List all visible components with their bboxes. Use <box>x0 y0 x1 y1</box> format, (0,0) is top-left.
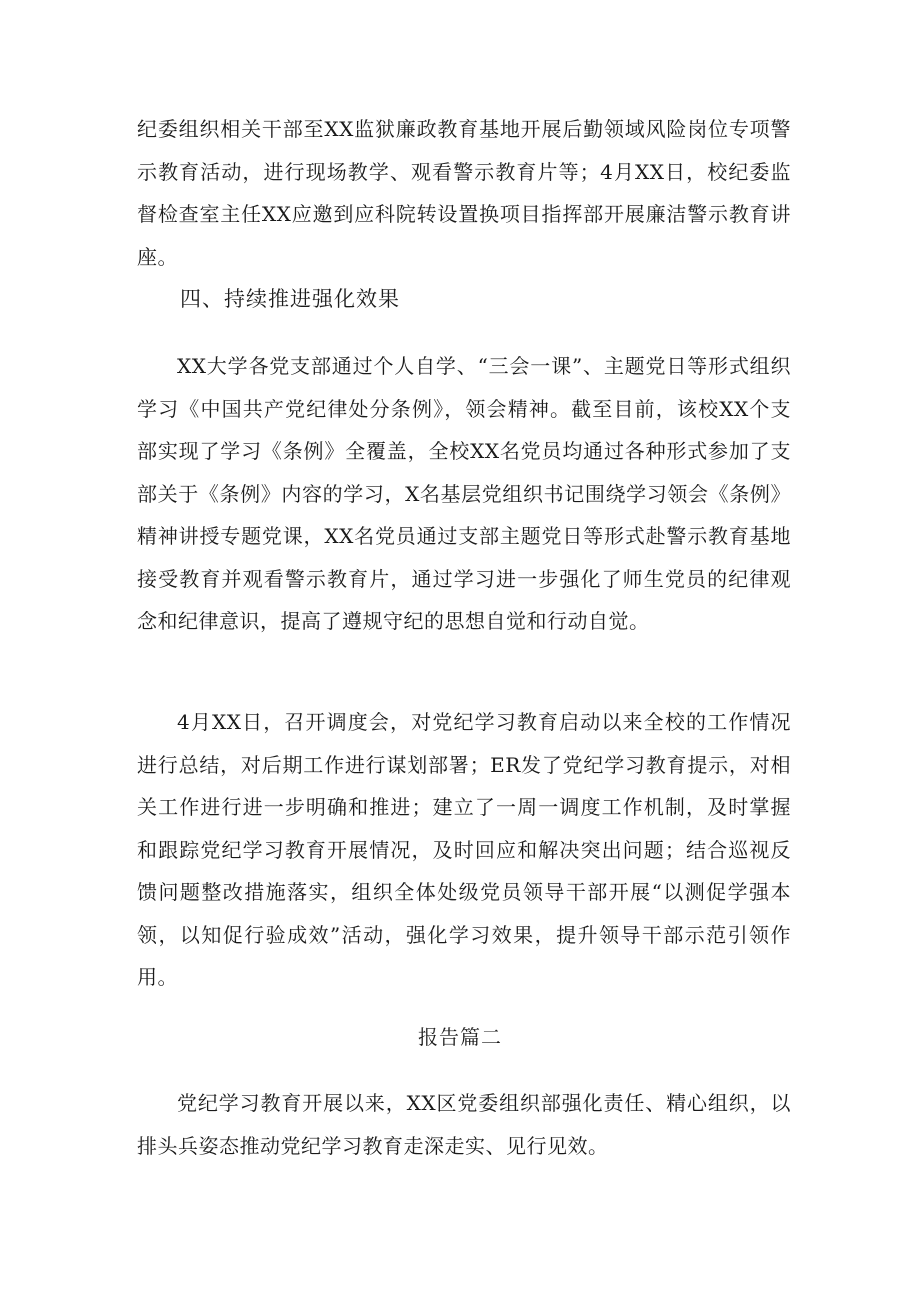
report-title-part-two: 报告篇二 <box>418 1025 502 1049</box>
paragraph-discipline-education: 纪委组织相关干部至XX监狱廉政教育基地开展后勤领域风险岗位专项警示教育活动，进行现场教学、观看警示教育片等；4月XX日，校纪委监督检查室主任XX应邀到应科院转设置换项目指挥部开展廉洁警示教育讲座。 <box>137 117 791 269</box>
paragraph-scheduling-meeting: 4月XX日，召开调度会，对党纪学习教育启动以来全校的工作情况进行总结，对后期工作进行谋划部署；ER发了党纪学习教育提示，对相关工作进行进一步明确和推进；建立了一周一调度工作机制，及时掌握和跟踪党纪学习教育开展情况，及时回应和解决突出问题；结合巡视反馈问题整改措施落实，组织全体处级党员领导干部开展“以测促学强本领，以知促行验成效”活动，强化学习效果，提升领导干部示范引领作用。 <box>137 710 791 989</box>
section-heading-four: 四、持续推进强化效果 <box>180 287 400 311</box>
paragraph-district-organization: 党纪学习教育开展以来，XX区党委组织部强化责任、精心组织，以排头兵姿态推动党纪学习教育走深走实、见行见效。 <box>137 1091 791 1158</box>
paragraph-party-branch-study: XX大学各党支部通过个人自学、“三会一课”、主题党日等形式组织学习《中国共产党纪律处分条例》，领会精神。截至目前，该校XX个支部实现了学习《条例》全覆盖，全校XX名党员均通过各种形式参加了支部关于《条例》内容的学习，X名基层党组织书记围绕学习领会《条例》精神讲授专题党课，XX名党员通过支部主题党日等形式赴警示教育基地接受教育并观看警示教育片，通过学习进一步强化了师生党员的纪律观念和纪律意识，提高了遵规守纪的思想自觉和行动自觉。 <box>137 354 791 633</box>
